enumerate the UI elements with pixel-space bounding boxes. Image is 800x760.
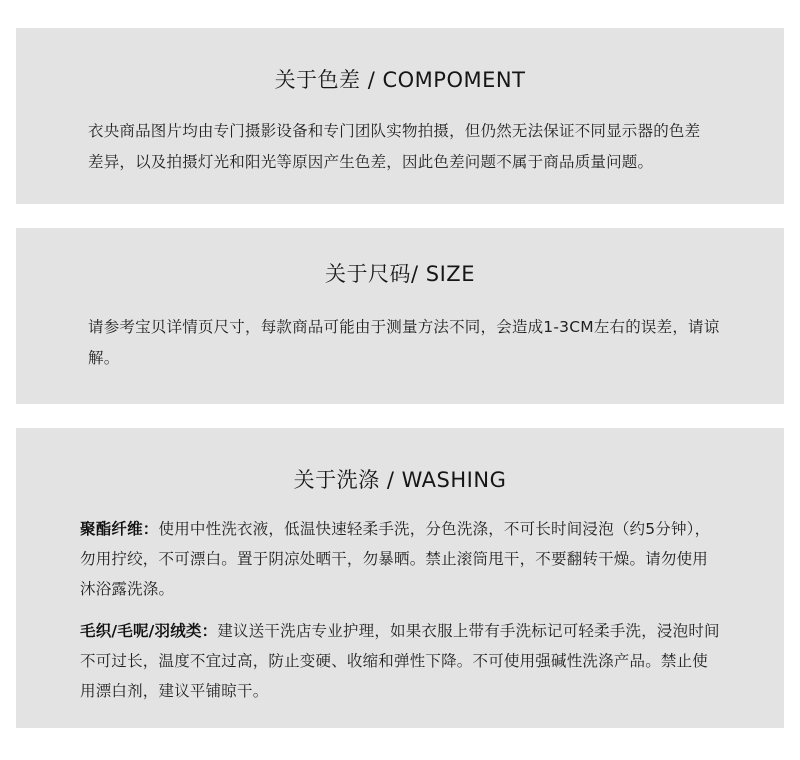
washing-item-label: 毛织/毛呢/羽绒类：: [80, 622, 218, 640]
section-color-title: 关于色差 / COMPOMENT: [274, 68, 526, 92]
section-color-difference: [16, 28, 784, 204]
washing-item-wool-down: [16, 604, 784, 706]
section-size: [16, 228, 784, 404]
washing-item-label: 聚酯纤维：: [80, 520, 159, 538]
washing-item-text: 建议送干洗店专业护理，如果衣服上带有手洗标记可轻柔手洗，浸泡时间不可过长，温度不宜过高，防止变硬、收缩和弹性下降。不可使用强碱性洗涤产品。禁止使用漂白剂，建议平铺晾干。: [80, 622, 720, 700]
washing-item-text: 使用中性洗衣液，低温快速轻柔手洗，分色洗涤，不可长时间浸泡（约5分钟），勿用拧绞，不可漂白。置于阴凉处晒干，勿暴晒。禁止滚筒甩干，不要翻转干燥。请勿使用沐浴露洗涤。: [80, 520, 711, 598]
section-size-title: 关于尺码/ SIZE: [325, 262, 475, 286]
washing-item-polyester: [16, 494, 784, 604]
section-washing-title: 关于洗涤 / WASHING: [293, 468, 507, 492]
section-washing: [16, 428, 784, 728]
section-size-text: 请参考宝贝详情页尺寸，每款商品可能由于测量方法不同，会造成1-3CM左右的误差，请谅解。: [88, 318, 720, 367]
section-color-text: 衣央商品图片均由专门摄影设备和专门团队实物拍摄，但仍然无法保证不同显示器的色差差异，以及拍摄灯光和阳光等原因产生色差，因此色差问题不属于商品质量问题。: [88, 122, 701, 171]
